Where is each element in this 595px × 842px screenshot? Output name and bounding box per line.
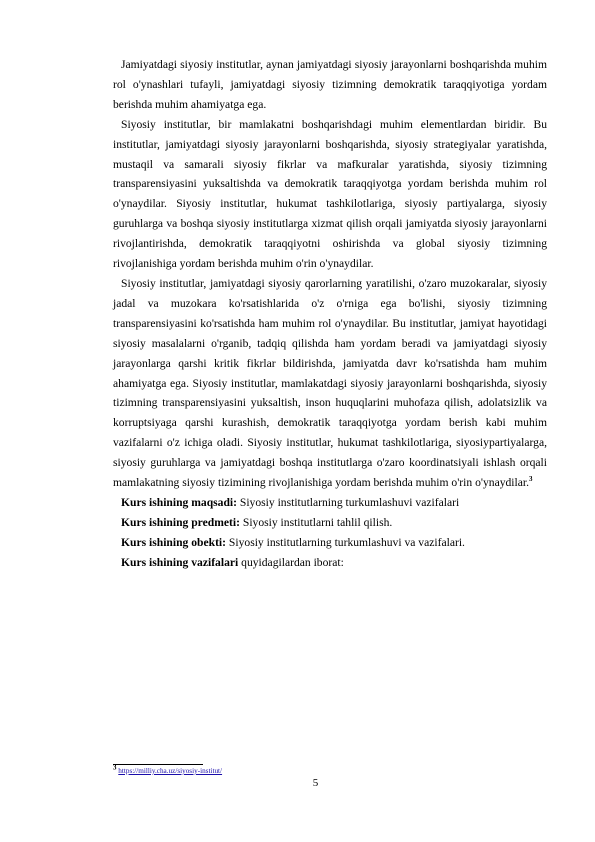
course-goal-label: Kurs ishining maqsadi: (121, 495, 237, 509)
paragraph-3 (113, 274, 547, 493)
page-number: 5 (312, 777, 319, 789)
course-tasks-text: quyidagilardan iborat: (238, 555, 344, 569)
course-tasks-label: Kurs ishining vazifalari (121, 555, 239, 569)
document-page (113, 55, 547, 573)
course-object (113, 533, 547, 553)
course-object-label: Kurs ishining obekti: (121, 535, 227, 549)
course-subject (113, 513, 547, 533)
paragraph-1: Jamiyatdagi siyosiy institutlar, aynan jamiyatdagi siyosiy jarayonlarni boshqarishda muhim rol o'ynashlari tufayli, jamiyatdagi siyosiy tizimning demokratik taraqqiyotiga yordam berishda muhim ahamiyatga ega. (113, 58, 547, 111)
paragraph-3-text: Siyosiy institutlar, jamiyatdagi siyosiy qarorlarning yaratilishi, o'zaro muzokaralar, siyosiy jadal va muzokara ko'rsatishlarida o'z o'rniga ega bo'lishi, siyosiy tizimning transparensiyasini ko'rsatishda ham muhim rol o'ynaydilar. Bu institutlar, jamiyat hayotidagi siyosiy masalalarni o'rganib, tadqiq qilishda ham yordam beradi va jamiyatdagi siyosiy jarayonlarga qarshi kritik fikrlar bildirishda, jamiyatda davr ko'rsatishda ham muhim ahamiyatga ega. Siyosiy institutlar, mamlakatdagi siyosiy jarayonlarni boshqarishda, siyosiy tizimning transparensiyasini yuksaltish, inson huquqlarini muhofaza qilish, adolatsizlik va korruptsiyaga qarshi kurashish, demokratik taraqqiyotga yordam berish kabi muhim vazifalarni o'z ichiga oladi. Siyosiy institutlar, hukumat tashkilotlariga, siyosiypartiyalarga, siyosiy guruhlarga va jamiyatdagi boshqa institutlarga o'zaro koordinatsiyali ishlash orqali mamlakatning siyosiy tizimining rivojlanishiga yordam berishda muhim o'rin o'ynaydilar. (113, 276, 547, 490)
course-tasks (113, 553, 547, 573)
paragraph-2: Siyosiy institutlar, bir mamlakatni boshqarishdagi muhim elementlardan biridir. Bu institutlar, jamiyatdagi siyosiy jarayonlarni boshqarishda, siyosiy strategiyalar yaratishda, mustaqil va samarali siyosiy fikrlar va mafkuralar yaratishda, siyosiy tizimning transparensiyasini yuksaltishda va demokratik taraqqiyotga yordam berishda muhim rol o'ynaydilar. Siyosiy institutlar, hukumat tashkilotlariga, siyosiy partiyalarga, siyosiy guruhlarga va boshqa siyosiy institutlarga xizmat qilish orqali jamiyatda siyosiy jarayonlarni rivojlantirishda, demokratik taraqqiyotni oshirishda va global siyosiy tizimning rivojlanishiga yordam berishda muhim o'rin o'ynaydilar. (113, 117, 547, 271)
course-object-text: Siyosiy institutlarning turkumlashuvi va vazifalari. (226, 535, 465, 549)
course-goal-text: Siyosiy institutlarning turkumlashuvi vazifalari (236, 495, 460, 509)
course-subject-text: Siyosiy institutlarni tahlil qilish. (239, 515, 393, 529)
footnote-number: 3 (113, 763, 117, 772)
footnote-reference[interactable]: 3 (529, 475, 533, 484)
footnote-divider (113, 764, 203, 765)
footnote-link[interactable]: https://milliy.cha.uz/siyosiy-institut/ (118, 767, 223, 775)
course-goal (113, 493, 547, 513)
course-subject-label: Kurs ishining predmeti: (121, 515, 240, 529)
footnote (113, 763, 223, 775)
